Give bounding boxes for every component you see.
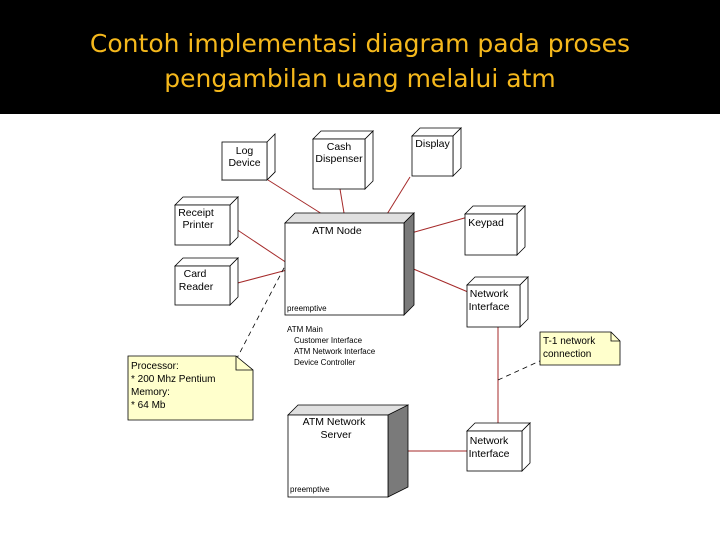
atm-node-scheduling: preemptive bbox=[287, 304, 327, 313]
connector-reader-atm bbox=[230, 270, 287, 285]
anchor-processor-note bbox=[236, 266, 285, 360]
process-list bbox=[287, 325, 376, 367]
receipt-printer-label-1: Receipt bbox=[178, 207, 214, 219]
atm-network-server-label-1: ATM Network bbox=[302, 416, 366, 428]
network-interface-top-label-1: Network bbox=[469, 288, 509, 300]
keypad-label: Keypad bbox=[468, 217, 504, 229]
process-device-controller: Device Controller bbox=[294, 358, 356, 367]
log-device-label-2: Device bbox=[228, 157, 261, 169]
atm-network-server-scheduling: preemptive bbox=[290, 485, 330, 494]
node-network-interface-bottom bbox=[467, 423, 530, 471]
slide-title-line-2: pengambilan uang melalui atm bbox=[164, 64, 556, 93]
note-t1 bbox=[540, 332, 620, 365]
node-display bbox=[412, 128, 461, 176]
processor-note-line-3: Memory: bbox=[131, 387, 170, 398]
card-reader-label-2: Reader bbox=[178, 281, 214, 293]
node-keypad bbox=[465, 206, 525, 255]
network-interface-top-label-2: Interface bbox=[468, 301, 510, 313]
cash-dispenser-label-2: Dispenser bbox=[315, 153, 363, 165]
atm-network-server-label-2: Server bbox=[320, 429, 352, 441]
cash-dispenser-label-1: Cash bbox=[326, 141, 352, 153]
processor-note-line-2: * 200 Mhz Pentium bbox=[131, 374, 216, 385]
receipt-printer-label-2: Printer bbox=[182, 219, 214, 231]
connector-printer-atm bbox=[230, 225, 287, 263]
display-label: Display bbox=[415, 138, 450, 150]
node-cash-dispenser bbox=[313, 131, 373, 189]
anchor-t1-note bbox=[498, 360, 542, 380]
node-atm bbox=[285, 213, 414, 315]
processor-note-line-1: Processor: bbox=[131, 361, 179, 372]
network-interface-bottom-label-1: Network bbox=[469, 435, 509, 447]
process-customer-interface: Customer Interface bbox=[294, 336, 363, 345]
atm-node-label: ATM Node bbox=[312, 225, 362, 237]
card-reader-label-1: Card bbox=[183, 268, 207, 280]
process-atm-network-interface: ATM Network Interface bbox=[294, 347, 376, 356]
node-log-device bbox=[222, 134, 275, 180]
process-atm-main: ATM Main bbox=[287, 325, 323, 334]
log-device-label-1: Log bbox=[235, 145, 254, 157]
node-network-interface-top bbox=[467, 277, 528, 327]
t1-note-line-1: T-1 network bbox=[543, 336, 596, 347]
node-receipt-printer bbox=[175, 197, 238, 245]
processor-note-line-4: * 64 Mb bbox=[131, 400, 166, 411]
t1-note-line-2: connection bbox=[543, 349, 592, 360]
node-card-reader bbox=[175, 258, 238, 305]
note-processor bbox=[128, 356, 253, 420]
node-atm-network-server bbox=[288, 405, 408, 497]
slide-title-line-1: Contoh implementasi diagram pada proses bbox=[89, 29, 631, 58]
network-interface-bottom-label-2: Interface bbox=[468, 448, 510, 460]
